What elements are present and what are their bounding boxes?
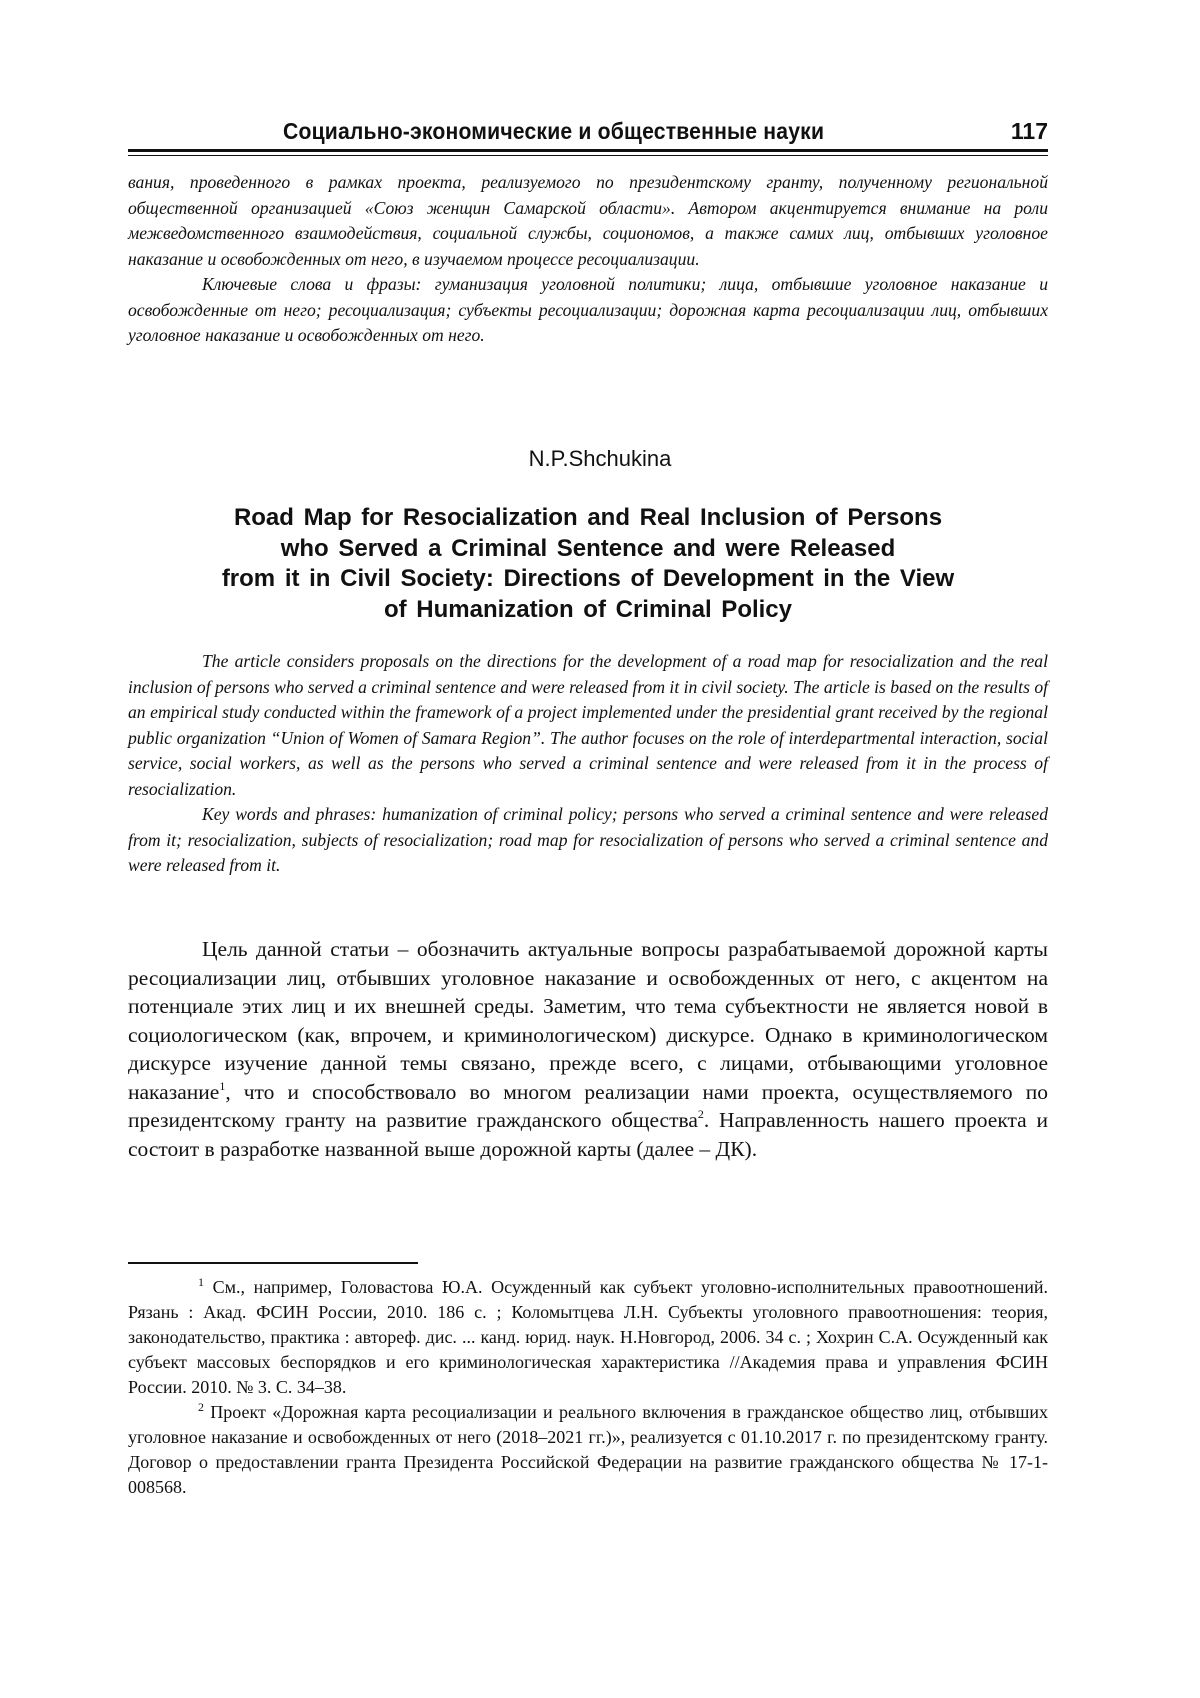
body-paragraph bbox=[128, 935, 1048, 1163]
footnote-mark: 2 bbox=[198, 1400, 204, 1414]
abstract-en-text: The article considers proposals on the directions for the development of a road map for resocialization and the real inclusion of persons who served a criminal sentence and were released from it in civil society. The article is based on the results of an empirical study conducted within the framework of a project implemented under the presidential grant received by the regional public organization “Union of Women of Samara Region”. The author focuses on the role of interdepartmental interaction, social service, social workers, as well as the persons who served a criminal sentence and were released from it in the process of resocialization. bbox=[128, 651, 1048, 799]
footnote-text: Проект «Дорожная карта ресоциализации и реального включения в гражданское общество лиц, отбывших уголовное наказание и освобожденных от него (2018–2021 гг.)», реализуется с 01.10.2017 г. по президентскому гранту. Договор о предоставлении гранта Президента Российской Федерации на развитие гражданского общества № 17-1-008568. bbox=[128, 1402, 1048, 1497]
title-line: Road Map for Resocialization and Real Inclusion of Persons bbox=[233, 504, 943, 531]
footnote-ref-2[interactable]: 2 bbox=[697, 1107, 704, 1121]
page-number: 117 bbox=[1010, 118, 1048, 144]
footnotes bbox=[128, 1275, 1048, 1500]
keywords-en: Key words and phrases: humanization of criminal policy; persons who served a criminal sentence and were released from it; resocialization, subjects of resocialization; road map for resocialization of persons who served a criminal sentence and were released from it. bbox=[128, 804, 1048, 875]
body-text bbox=[128, 935, 1048, 1163]
footnote-separator bbox=[128, 1262, 418, 1264]
title-line: of Humanization of Criminal Policy bbox=[383, 595, 793, 623]
footnote-1 bbox=[128, 1275, 1048, 1400]
header-rule-thick bbox=[128, 149, 1048, 152]
russian-abstract bbox=[128, 170, 1048, 349]
running-title: Социально-экономические и общественные науки bbox=[283, 118, 825, 144]
title-line: from it in Civil Society: Directions of Development in the View bbox=[221, 565, 955, 592]
english-abstract bbox=[128, 649, 1048, 879]
keywords-ru: Ключевые слова и фразы: гуманизация уголовной политики; лица, отбывшие уголовное наказание и освобожденные от него; ресоциализация; субъекты ресоциализации; дорожная карта ресоциализации лиц, отбывших уголовное наказание и освобожденных от него. bbox=[128, 274, 1048, 345]
title-line: who Served a Criminal Sentence and were Released bbox=[280, 534, 896, 562]
footnote-ref-1[interactable]: 1 bbox=[219, 1078, 226, 1093]
body-part-3: . Направленность нашего проекта и состоит в разработке названной выше дорожной карты (далее – ДК). bbox=[128, 1108, 1048, 1161]
footnote-2 bbox=[128, 1400, 1048, 1500]
abstract-ru-text: вания, проведенного в рамках проекта, реализуемого по президентскому гранту, полученному региональной общественной организацией «Союз женщин Самарской области». Автором акцентируется внимание на роли межведомственного взаимодействия, социальной службы, социономов, а также самих лиц, отбывших уголовное наказание и освобожденных от него, в изучаемом процессе ресоциализации. bbox=[128, 172, 1048, 269]
footnote-text: См., например, Головастова Ю.А. Осужденный как субъект уголовно-исполнительных правоотношений. Рязань : Акад. ФСИН России, 2010. 186 с. ; Коломытцева Л.Н. Субъекты уголовного правоотношения: теория, законодательство, практика : автореф. дис. ... канд. юрид. наук. Н.Новгород, 2006. 34 с. ; Хохрин С.А. Осужденный как субъект массовых беспорядков и его криминологическая характеристика //Академия права и управления ФСИН России. 2010. № 3. С. 34–38. bbox=[128, 1277, 1048, 1397]
body-part-1: Цель данной статьи – обозначить актуальные вопросы разрабатываемой дорожной карты ресоциализации лиц, отбывших уголовное наказание и освобожденных от него, с акцентом на потенциале этих лиц и их внешней среды. Заметим, что тема субъектности не является новой в социологическом (как, впрочем, и криминологическом) дискурсе. Однако в криминологическом дискурсе изучение данной темы связано, прежде всего, с лицами, отбывающими уголовное наказание bbox=[128, 937, 1048, 1104]
author-name: N.P.Shchukina bbox=[528, 446, 672, 471]
header-rule-thin bbox=[128, 155, 1048, 156]
running-head bbox=[128, 118, 1048, 148]
body-part-2: , что и способствовало во многом реализации нами проекта, осуществляемого по президентскому гранту на развитие гражданского общества bbox=[128, 1079, 1048, 1132]
footnote-mark: 1 bbox=[198, 1275, 204, 1289]
article-title bbox=[128, 503, 1048, 625]
